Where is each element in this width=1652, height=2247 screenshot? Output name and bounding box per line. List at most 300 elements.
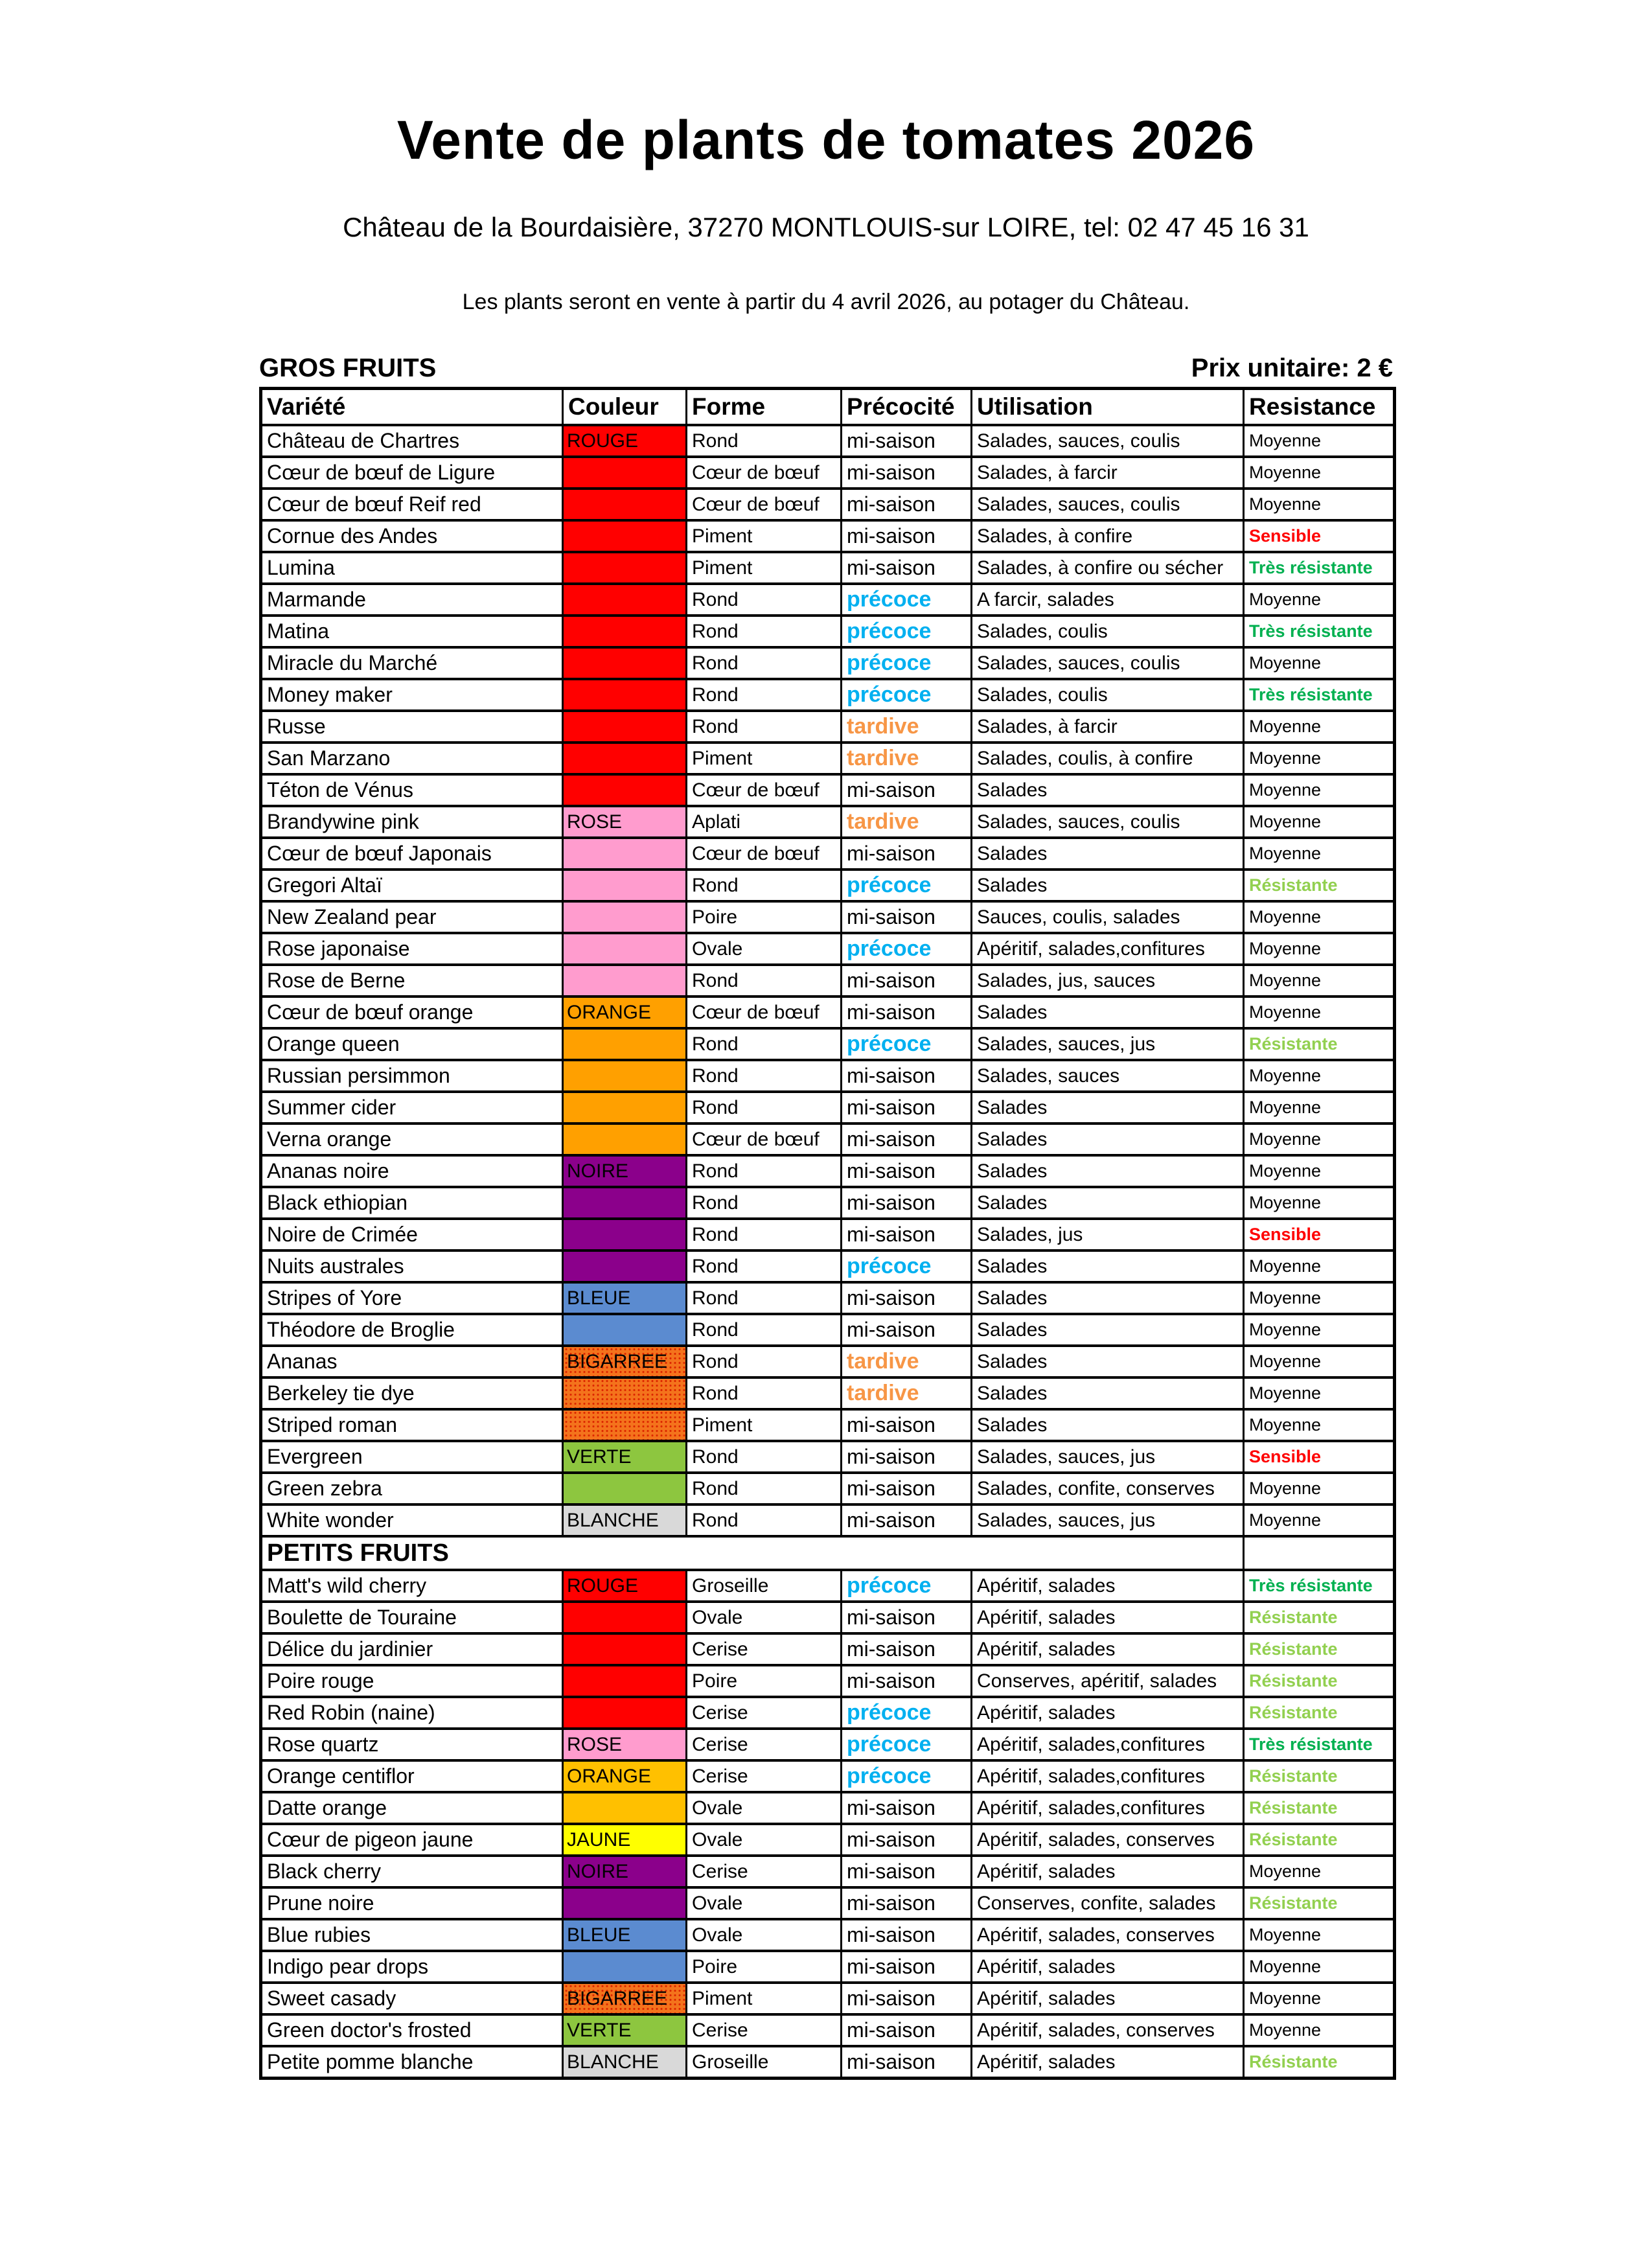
shape-cell: Rond [687, 1155, 842, 1187]
table-row [261, 743, 1395, 774]
usage-cell: Salades, sauces, coulis [972, 647, 1244, 679]
resistance-cell: Moyenne [1244, 1504, 1395, 1536]
variety-cell: Green doctor's frosted [261, 2014, 563, 2046]
color-swatch-cell [563, 1250, 687, 1282]
resistance-cell: Moyenne [1244, 743, 1395, 774]
usage-cell: Salades [972, 838, 1244, 870]
variety-cell: Datte orange [261, 1792, 563, 1824]
color-swatch-cell: BLEUE [563, 1919, 687, 1951]
usage-cell: Salades [972, 1092, 1244, 1124]
variety-cell: Lumina [261, 552, 563, 584]
shape-cell: Cerise [687, 1729, 842, 1760]
variety-cell: Summer cider [261, 1092, 563, 1124]
shape-cell: Cœur de bœuf [687, 1124, 842, 1155]
color-swatch-cell: BLANCHE [563, 1504, 687, 1536]
table-row [261, 1124, 1395, 1155]
table-row [261, 1570, 1395, 1602]
resistance-cell: Sensible [1244, 1441, 1395, 1473]
earliness-cell: mi-saison [842, 774, 972, 806]
shape-cell: Piment [687, 552, 842, 584]
usage-cell: Apéritif, salades [972, 1570, 1244, 1602]
usage-cell: Salades, à confire ou sécher [972, 552, 1244, 584]
resistance-cell: Résistante [1244, 1028, 1395, 1060]
resistance-cell: Résistante [1244, 1760, 1395, 1792]
usage-cell: Salades, à confire [972, 520, 1244, 552]
usage-cell: Salades [972, 997, 1244, 1028]
usage-cell: Salades [972, 1409, 1244, 1441]
section-label-petits-fruits: PETITS FRUITS [261, 1536, 1244, 1570]
shape-cell: Cerise [687, 2014, 842, 2046]
shape-cell: Poire [687, 901, 842, 933]
table-row [261, 1665, 1395, 1697]
section-label-gros-fruits: GROS FRUITS [259, 354, 437, 382]
shape-cell: Ovale [687, 1824, 842, 1856]
resistance-cell: Moyenne [1244, 806, 1395, 838]
shape-cell: Cœur de bœuf [687, 457, 842, 489]
table-row [261, 1346, 1395, 1377]
resistance-cell: Moyenne [1244, 838, 1395, 870]
earliness-cell: mi-saison [842, 1665, 972, 1697]
shape-cell: Cœur de bœuf [687, 489, 842, 520]
shape-cell: Rond [687, 679, 842, 711]
color-swatch-cell [563, 965, 687, 997]
usage-cell: Apéritif, salades [972, 1602, 1244, 1633]
resistance-cell: Moyenne [1244, 774, 1395, 806]
variety-cell: Red Robin (naine) [261, 1697, 563, 1729]
color-swatch-cell [563, 933, 687, 965]
resistance-cell: Moyenne [1244, 1919, 1395, 1951]
color-swatch-cell [563, 1377, 687, 1409]
variety-cell: Orange queen [261, 1028, 563, 1060]
usage-cell: Salades [972, 774, 1244, 806]
usage-cell: Apéritif, salades,confitures [972, 1792, 1244, 1824]
usage-cell: Salades, coulis, à confire [972, 743, 1244, 774]
shape-cell: Rond [687, 870, 842, 901]
earliness-cell: tardive [842, 1377, 972, 1409]
color-swatch-cell: BLANCHE [563, 2046, 687, 2079]
earliness-cell: mi-saison [842, 457, 972, 489]
variety-cell: Rose japonaise [261, 933, 563, 965]
table-row [261, 1409, 1395, 1441]
earliness-cell: mi-saison [842, 1219, 972, 1250]
usage-cell: Salades [972, 1377, 1244, 1409]
variety-cell: Téton de Vénus [261, 774, 563, 806]
resistance-cell: Résistante [1244, 1602, 1395, 1633]
resistance-cell: Moyenne [1244, 457, 1395, 489]
usage-cell: Salades [972, 1282, 1244, 1314]
plant-table [259, 387, 1396, 2080]
table-row [261, 1060, 1395, 1092]
variety-cell: Cœur de bœuf Reif red [261, 489, 563, 520]
usage-cell: Salades, coulis [972, 679, 1244, 711]
color-swatch-cell [563, 870, 687, 901]
earliness-cell: mi-saison [842, 1187, 972, 1219]
shape-cell: Rond [687, 647, 842, 679]
usage-cell: Salades, sauces, jus [972, 1441, 1244, 1473]
color-swatch-cell [563, 1697, 687, 1729]
earliness-cell: tardive [842, 1346, 972, 1377]
color-swatch-cell: BLEUE [563, 1282, 687, 1314]
color-swatch-cell [563, 679, 687, 711]
shape-cell: Cœur de bœuf [687, 997, 842, 1028]
table-row [261, 552, 1395, 584]
variety-cell: Verna orange [261, 1124, 563, 1155]
resistance-cell: Résistante [1244, 870, 1395, 901]
earliness-cell: mi-saison [842, 425, 972, 457]
color-swatch-cell [563, 489, 687, 520]
earliness-cell: mi-saison [842, 1792, 972, 1824]
table-row [261, 965, 1395, 997]
table-row [261, 1314, 1395, 1346]
resistance-cell: Moyenne [1244, 1092, 1395, 1124]
earliness-cell: mi-saison [842, 1983, 972, 2014]
earliness-cell: mi-saison [842, 1124, 972, 1155]
table-row [261, 1792, 1395, 1824]
earliness-cell: précoce [842, 1250, 972, 1282]
earliness-cell: précoce [842, 1760, 972, 1792]
table-row [261, 457, 1395, 489]
variety-cell: Black cherry [261, 1856, 563, 1887]
usage-cell: Salades [972, 870, 1244, 901]
color-swatch-cell [563, 838, 687, 870]
variety-cell: Matt's wild cherry [261, 1570, 563, 1602]
resistance-cell: Moyenne [1244, 965, 1395, 997]
shape-cell: Cerise [687, 1856, 842, 1887]
earliness-cell: précoce [842, 1697, 972, 1729]
usage-cell: Salades [972, 1155, 1244, 1187]
usage-cell: Salades [972, 1124, 1244, 1155]
variety-cell: Cornue des Andes [261, 520, 563, 552]
color-swatch-cell [563, 616, 687, 647]
shape-cell: Ovale [687, 933, 842, 965]
earliness-cell: mi-saison [842, 965, 972, 997]
resistance-cell: Moyenne [1244, 1155, 1395, 1187]
earliness-cell: tardive [842, 806, 972, 838]
header-variete: Variété [261, 389, 563, 426]
earliness-cell: précoce [842, 870, 972, 901]
color-swatch-cell: ROSE [563, 1729, 687, 1760]
resistance-cell: Moyenne [1244, 1060, 1395, 1092]
table-row [261, 1441, 1395, 1473]
variety-cell: Russian persimmon [261, 1060, 563, 1092]
header-couleur: Couleur [563, 389, 687, 426]
page-title: Vente de plants de tomates 2026 [396, 109, 1256, 170]
table-row [261, 1504, 1395, 1536]
variety-cell: Russe [261, 711, 563, 743]
table-row [261, 489, 1395, 520]
table-row [261, 933, 1395, 965]
table-row [261, 1028, 1395, 1060]
shape-cell: Rond [687, 616, 842, 647]
usage-cell: Apéritif, salades [972, 1697, 1244, 1729]
variety-cell: Poire rouge [261, 1665, 563, 1697]
shape-cell: Cerise [687, 1633, 842, 1665]
color-swatch-cell: NOIRE [563, 1856, 687, 1887]
shape-cell: Rond [687, 1314, 842, 1346]
variety-cell: Green zebra [261, 1473, 563, 1504]
variety-cell: Prune noire [261, 1887, 563, 1919]
variety-cell: Matina [261, 616, 563, 647]
sale-note: Les plants seront en vente à partir du 4 avril 2026, au potager du Château. [462, 290, 1190, 314]
shape-cell: Poire [687, 1951, 842, 1983]
shape-cell: Ovale [687, 1792, 842, 1824]
usage-cell: Apéritif, salades,confitures [972, 1760, 1244, 1792]
shape-cell: Rond [687, 1187, 842, 1219]
shape-cell: Rond [687, 1441, 842, 1473]
color-swatch-cell [563, 647, 687, 679]
variety-cell: Cœur de bœuf Japonais [261, 838, 563, 870]
color-swatch-cell: BIGARREE [563, 1346, 687, 1377]
resistance-cell: Moyenne [1244, 997, 1395, 1028]
usage-cell: Apéritif, salades [972, 1951, 1244, 1983]
variety-cell: White wonder [261, 1504, 563, 1536]
shape-cell: Rond [687, 1504, 842, 1536]
variety-cell: Orange centiflor [261, 1760, 563, 1792]
resistance-cell: Moyenne [1244, 425, 1395, 457]
resistance-cell: Moyenne [1244, 647, 1395, 679]
earliness-cell: mi-saison [842, 2046, 972, 2079]
usage-cell: Apéritif, salades, conserves [972, 1919, 1244, 1951]
usage-cell: Salades, à farcir [972, 711, 1244, 743]
earliness-cell: mi-saison [842, 1060, 972, 1092]
earliness-cell: précoce [842, 647, 972, 679]
color-swatch-cell [563, 457, 687, 489]
earliness-cell: mi-saison [842, 1824, 972, 1856]
variety-cell: Cœur de bœuf de Ligure [261, 457, 563, 489]
header-row [261, 389, 1395, 426]
resistance-cell: Moyenne [1244, 1983, 1395, 2014]
color-swatch-cell [563, 1665, 687, 1697]
resistance-cell: Résistante [1244, 1665, 1395, 1697]
table-row [261, 1187, 1395, 1219]
variety-cell: New Zealand pear [261, 901, 563, 933]
earliness-cell: mi-saison [842, 1092, 972, 1124]
usage-cell: Salades, sauces, coulis [972, 806, 1244, 838]
table-header [261, 389, 1395, 426]
earliness-cell: mi-saison [842, 1155, 972, 1187]
shape-cell: Ovale [687, 1919, 842, 1951]
usage-cell: Salades, sauces [972, 1060, 1244, 1092]
table-row [261, 1155, 1395, 1187]
table-row [261, 1602, 1395, 1633]
variety-cell: Cœur de pigeon jaune [261, 1824, 563, 1856]
shape-cell: Poire [687, 1665, 842, 1697]
variety-cell: Stripes of Yore [261, 1282, 563, 1314]
color-swatch-cell [563, 711, 687, 743]
variety-cell: Château de Chartres [261, 425, 563, 457]
resistance-cell: Moyenne [1244, 489, 1395, 520]
earliness-cell: mi-saison [842, 838, 972, 870]
earliness-cell: précoce [842, 679, 972, 711]
usage-cell: Sauces, coulis, salades [972, 901, 1244, 933]
table-row [261, 774, 1395, 806]
table-row [261, 2046, 1395, 2079]
document [259, 109, 1393, 2080]
shape-cell: Rond [687, 1219, 842, 1250]
variety-cell: Money maker [261, 679, 563, 711]
color-swatch-cell: VERTE [563, 2014, 687, 2046]
color-swatch-cell: ORANGE [563, 1760, 687, 1792]
color-swatch-cell: BIGARREE [563, 1983, 687, 2014]
table-row [261, 1282, 1395, 1314]
variety-cell: Indigo pear drops [261, 1951, 563, 1983]
table-row [261, 1824, 1395, 1856]
shape-cell: Cœur de bœuf [687, 774, 842, 806]
table-row [261, 1092, 1395, 1124]
color-swatch-cell [563, 1219, 687, 1250]
table-row [261, 806, 1395, 838]
usage-cell: Apéritif, salades [972, 1983, 1244, 2014]
earliness-cell: mi-saison [842, 1856, 972, 1887]
usage-cell: Salades, coulis [972, 616, 1244, 647]
earliness-cell: mi-saison [842, 2014, 972, 2046]
shape-cell: Ovale [687, 1887, 842, 1919]
shape-cell: Rond [687, 1060, 842, 1092]
variety-cell: Boulette de Touraine [261, 1602, 563, 1633]
table-row [261, 520, 1395, 552]
header-forme: Forme [687, 389, 842, 426]
table-row [261, 1250, 1395, 1282]
resistance-cell: Moyenne [1244, 1856, 1395, 1887]
unit-price-label: Prix unitaire: 2 € [1191, 354, 1393, 382]
color-swatch-cell [563, 774, 687, 806]
resistance-cell: Moyenne [1244, 1473, 1395, 1504]
earliness-cell: mi-saison [842, 1919, 972, 1951]
color-swatch-cell: VERTE [563, 1441, 687, 1473]
shape-cell: Rond [687, 584, 842, 616]
resistance-cell: Moyenne [1244, 1314, 1395, 1346]
resistance-cell: Moyenne [1244, 1250, 1395, 1282]
color-swatch-cell [563, 1792, 687, 1824]
variety-cell: Ananas noire [261, 1155, 563, 1187]
resistance-cell: Très résistante [1244, 679, 1395, 711]
shape-cell: Rond [687, 1377, 842, 1409]
usage-cell: Conserves, confite, salades [972, 1887, 1244, 1919]
table-row [261, 838, 1395, 870]
color-swatch-cell: ROUGE [563, 425, 687, 457]
shape-cell: Rond [687, 1473, 842, 1504]
resistance-cell: Moyenne [1244, 1187, 1395, 1219]
table-row [261, 1377, 1395, 1409]
earliness-cell: mi-saison [842, 1633, 972, 1665]
color-swatch-cell [563, 1314, 687, 1346]
usage-cell: Apéritif, salades, conserves [972, 1824, 1244, 1856]
variety-cell: Nuits australes [261, 1250, 563, 1282]
table-row [261, 997, 1395, 1028]
shape-cell: Rond [687, 425, 842, 457]
variety-cell: Délice du jardinier [261, 1633, 563, 1665]
resistance-cell: Résistante [1244, 1697, 1395, 1729]
table-row [261, 1983, 1395, 2014]
earliness-cell: mi-saison [842, 489, 972, 520]
usage-cell: Apéritif, salades, conserves [972, 2014, 1244, 2046]
earliness-cell: mi-saison [842, 997, 972, 1028]
resistance-cell: Moyenne [1244, 1377, 1395, 1409]
resistance-cell: Résistante [1244, 1792, 1395, 1824]
table-row [261, 870, 1395, 901]
table-row [261, 1951, 1395, 1983]
earliness-cell: mi-saison [842, 1441, 972, 1473]
resistance-cell: Résistante [1244, 1633, 1395, 1665]
shape-cell: Rond [687, 1346, 842, 1377]
shape-cell: Aplati [687, 806, 842, 838]
usage-cell: A farcir, salades [972, 584, 1244, 616]
color-swatch-cell [563, 901, 687, 933]
usage-cell: Apéritif, salades,confitures [972, 1729, 1244, 1760]
variety-cell: Cœur de bœuf orange [261, 997, 563, 1028]
color-swatch-cell [563, 584, 687, 616]
earliness-cell: tardive [842, 743, 972, 774]
earliness-cell: mi-saison [842, 1314, 972, 1346]
usage-cell: Conserves, apéritif, salades [972, 1665, 1244, 1697]
usage-cell: Apéritif, salades,confitures [972, 933, 1244, 965]
resistance-cell: Moyenne [1244, 1951, 1395, 1983]
variety-cell: Ananas [261, 1346, 563, 1377]
table-row [261, 1887, 1395, 1919]
color-swatch-cell [563, 1951, 687, 1983]
shape-cell: Rond [687, 965, 842, 997]
earliness-cell: mi-saison [842, 520, 972, 552]
color-swatch-cell [563, 1887, 687, 1919]
shape-cell: Groseille [687, 2046, 842, 2079]
usage-cell: Salades [972, 1250, 1244, 1282]
table-row [261, 2014, 1395, 2046]
earliness-cell: précoce [842, 1570, 972, 1602]
color-swatch-cell [563, 1028, 687, 1060]
table-body [261, 425, 1395, 2079]
earliness-cell: mi-saison [842, 1282, 972, 1314]
shape-cell: Rond [687, 711, 842, 743]
table-row [261, 1856, 1395, 1887]
resistance-cell: Moyenne [1244, 933, 1395, 965]
color-swatch-cell: JAUNE [563, 1824, 687, 1856]
table-row [261, 425, 1395, 457]
resistance-cell: Sensible [1244, 520, 1395, 552]
section-row-resistance-cell [1244, 1536, 1395, 1570]
table-row [261, 584, 1395, 616]
color-swatch-cell: ROSE [563, 806, 687, 838]
resistance-cell: Sensible [1244, 1219, 1395, 1250]
shape-cell: Cœur de bœuf [687, 838, 842, 870]
resistance-cell: Moyenne [1244, 711, 1395, 743]
color-swatch-cell [563, 1187, 687, 1219]
color-swatch-cell [563, 1633, 687, 1665]
earliness-cell: mi-saison [842, 1473, 972, 1504]
resistance-cell: Moyenne [1244, 1124, 1395, 1155]
color-swatch-cell [563, 1409, 687, 1441]
table-row [261, 1697, 1395, 1729]
usage-cell: Salades, confite, conserves [972, 1473, 1244, 1504]
color-swatch-cell [563, 1473, 687, 1504]
shape-cell: Rond [687, 1092, 842, 1124]
variety-cell: Black ethiopian [261, 1187, 563, 1219]
resistance-cell: Résistante [1244, 1887, 1395, 1919]
earliness-cell: précoce [842, 584, 972, 616]
color-swatch-cell [563, 1602, 687, 1633]
table-row [261, 1633, 1395, 1665]
table-row [261, 1760, 1395, 1792]
usage-cell: Salades, à farcir [972, 457, 1244, 489]
earliness-cell: mi-saison [842, 1504, 972, 1536]
variety-cell: Noire de Crimée [261, 1219, 563, 1250]
table-row [261, 1919, 1395, 1951]
usage-cell: Apéritif, salades [972, 2046, 1244, 2079]
table-row [261, 647, 1395, 679]
resistance-cell: Moyenne [1244, 901, 1395, 933]
earliness-cell: mi-saison [842, 552, 972, 584]
header-precocite: Précocité [842, 389, 972, 426]
resistance-cell: Moyenne [1244, 584, 1395, 616]
